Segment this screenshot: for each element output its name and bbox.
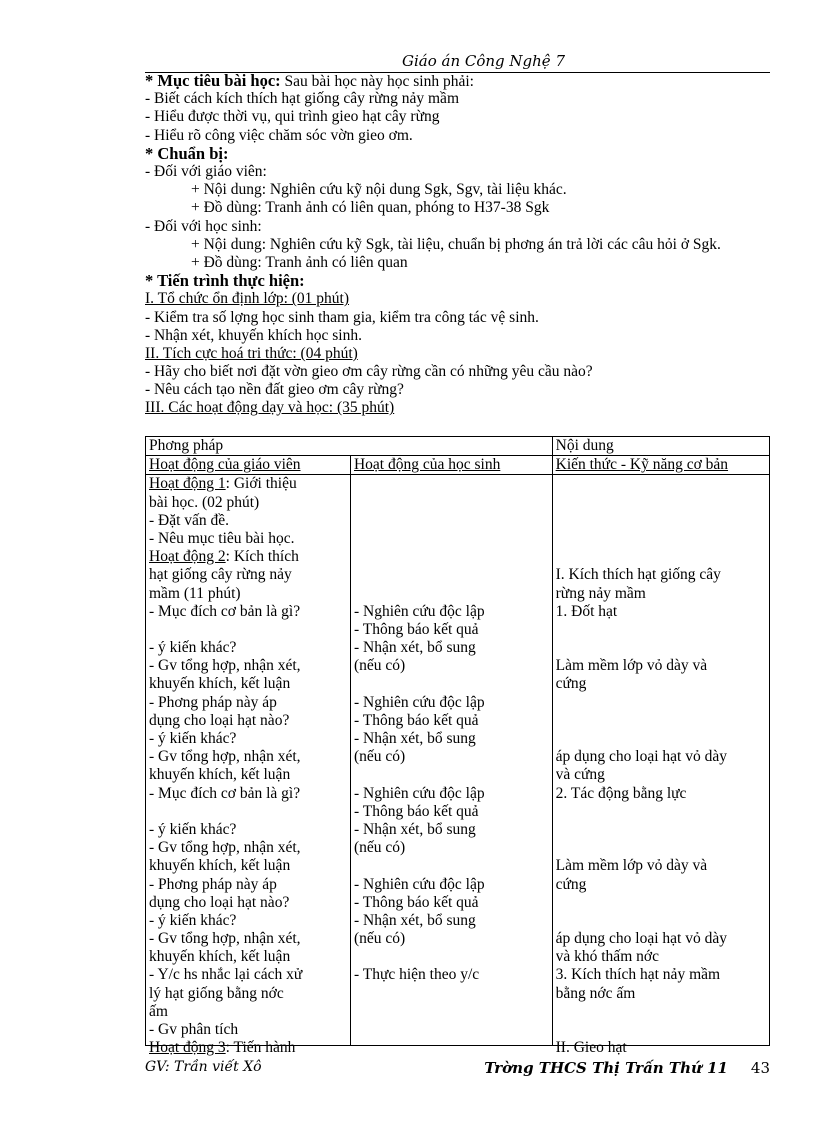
teacher-item: + Nội dung: Nghiên cứu kỹ nội dung Sgk, Sgv, tài liệu khác. [191,181,567,199]
teacher-line: - ý kiến khác? [149,730,237,748]
objective-item: - Hiểu được thời vụ, qui trình gieo hạt cây rừng [145,108,440,126]
page-footer [145,1059,770,1083]
student-line [354,1039,549,1057]
student-line [354,494,549,512]
teacher-line: khuyến khích, kết luận [149,675,291,693]
content-line: I. Kích thích hạt giống cây [555,566,721,584]
teacher-line: dụng cho loại hạt nào? [149,893,290,911]
table-header-row [146,437,770,456]
teacher-line: - ý kiến khác? [149,911,237,929]
teacher-line: lý hạt giống bằng nớc [149,984,284,1002]
content-line [556,1021,766,1039]
teacher-line: Hoạt động 2: Kích thích [149,548,299,566]
student-line: (nếu có) [353,748,406,766]
content-line: bằng nớc ấm [555,984,636,1002]
content-line [556,694,766,712]
content-line [556,712,766,730]
content-line: và cứng [555,766,605,784]
section1-item: - Kiểm tra số lợng học sinh tham gia, kiểm tra công tác vệ sinh. [145,308,539,326]
content-line: cứng [555,675,587,693]
teacher-line: - ý kiến khác? [149,639,237,657]
content-line: Làm mềm lớp vỏ dày và [555,657,708,675]
activity-label: Hoạt động 3 [149,1039,226,1057]
teacher-line: - Gv tổng hợp, nhận xét, [149,657,301,675]
student-line [354,566,549,584]
teacher-line: - ý kiến khác? [149,820,237,838]
content-line: rừng nảy mầm [555,584,646,602]
student-line: - Nhận xét, bổ sung [353,730,476,748]
content-line: II. Gieo hạt [555,1039,627,1057]
student-label: - Đối với học sinh: [145,217,262,235]
lesson-body [145,72,770,418]
teacher-line: khuyến khích, kết luận [149,766,291,784]
teacher-line: dụng cho loại hạt nào? [149,711,290,729]
teacher-line: - Gv tổng hợp, nhận xét, [149,748,301,766]
section3-title: III. Các hoạt động dạy và học: (35 phút) [145,399,395,417]
student-line: - Nghiên cứu độc lập [353,602,485,620]
teacher-label: - Đối với giáo viên: [145,162,267,180]
objective-heading: * Mục tiêu bài học: [145,71,281,90]
student-line: - Thông báo kết quả [353,620,479,638]
table-row [146,475,770,1046]
header-method: Phơng pháp [146,437,553,456]
header-teacher: Hoạt động của giáo viên [146,456,351,475]
objective-item: - Hiểu rõ công việc chăm sóc vờn gieo ơm. [145,126,413,144]
teacher-item: + Đồ dùng: Tranh ảnh có liên quan, phóng to H37-38 Sgk [191,199,550,217]
teacher-line: - Y/c hs nhắc lại cách xử [149,966,303,984]
content-line [556,803,766,821]
objective-intro: Sau bài học này học sinh phải: [280,73,474,90]
content-line [556,548,766,566]
content-line: 3. Kích thích hạt nảy mầm [555,966,721,984]
section2-item: - Nêu cách tạo nền đất gieo ơm cây rừng? [145,381,404,399]
student-line [354,675,549,693]
footer-author: GV: Trần viết Xô [145,1059,262,1075]
teacher-line: - Phơng pháp này áp [149,693,277,711]
section2-title: II. Tích cực hoá tri thức: (04 phút) [145,344,358,362]
header-title: Giáo án Công Nghệ 7 [401,52,565,70]
activity-label: Hoạt động 1 [149,475,226,493]
teacher-line [149,621,347,639]
content-line [556,1003,766,1021]
content-line [556,621,766,639]
content-line [556,894,766,912]
student-line: - Nhận xét, bổ sung [353,820,476,838]
content-line [556,839,766,857]
content-line [556,730,766,748]
objective-item: - Biết cách kích thích hạt giống cây rừng nảy mầm [145,90,459,108]
footer-school: Trờng THCS Thị Trấn Thứ 11 [484,1059,728,1077]
student-line [354,948,549,966]
content-line: 1. Đốt hạt [555,602,618,620]
teacher-line: - Phơng pháp này áp [149,875,277,893]
header-knowledge: Kiến thức - Kỹ năng cơ bản [552,456,769,475]
teacher-line: - Nêu mục tiêu bài học. [149,529,295,547]
student-line [354,857,549,875]
content-line: và khó thấm nớc [555,948,659,966]
student-item: + Đồ dùng: Tranh ảnh có liên quan [191,253,408,271]
student-item: + Nội dung: Nghiên cứu kỹ Sgk, tài liệu, chuẩn bị phơng án trả lời các câu hỏi ở Sgk. [191,235,721,253]
content-line [556,912,766,930]
section1-item: - Nhận xét, khuyến khích học sinh. [145,326,362,344]
student-line: - Nghiên cứu độc lập [353,875,485,893]
student-line [354,475,549,493]
student-line: - Nghiên cứu độc lập [353,693,485,711]
student-line: - Thông báo kết quả [353,802,479,820]
content-line: cứng [555,875,587,893]
section1-title: I. Tổ chức ổn định lớp: (01 phút) [145,290,350,308]
teacher-line: khuyến khích, kết luận [149,948,291,966]
content-line [556,530,766,548]
activity-label: Hoạt động 2 [149,548,226,566]
student-line: (nếu có) [353,930,406,948]
teacher-line [149,803,347,821]
content-line [556,475,766,493]
teacher-line: bài học. (02 phút) [149,493,260,511]
teacher-line: - Mục đích cơ bản là gì? [149,784,301,802]
header-content: Nội dung [552,437,769,456]
content-line [556,494,766,512]
page-header [145,52,770,73]
section2-item: - Hãy cho biết nơi đặt vờn gieo ơm cây rừng cần có những yêu cầu nào? [145,363,593,381]
table-subheader-row [146,456,770,475]
lesson-table [145,436,770,1057]
objective-line [145,72,770,90]
prep-heading: * Chuẩn bị: [145,143,229,163]
teacher-line: - Gv tổng hợp, nhận xét, [149,930,301,948]
student-line [354,985,549,1003]
content-line: áp dụng cho loại hạt vỏ dày [555,930,727,948]
teacher-line: ấm [149,1002,168,1020]
student-line [354,548,549,566]
teacher-line: - Gv tổng hợp, nhận xét, [149,839,301,857]
student-line: - Thông báo kết quả [353,711,479,729]
teacher-line: Hoạt động 1: Giới thiệu [149,475,297,493]
header-student: Hoạt động của học sinh [350,456,552,475]
student-line: - Thực hiện theo y/c [353,966,480,984]
teacher-line: - Mục đích cơ bản là gì? [149,602,301,620]
content-line: Làm mềm lớp vỏ dày và [555,857,708,875]
content-line [556,512,766,530]
content-line [556,639,766,657]
student-line [354,512,549,530]
knowledge-content-column [555,475,766,1057]
student-line: - Thông báo kết quả [353,893,479,911]
student-line [354,1021,549,1039]
student-line: - Nhận xét, bổ sung [353,639,476,657]
student-line [354,1003,549,1021]
student-line [354,766,549,784]
content-line: 2. Tác động bằng lực [555,784,687,802]
teacher-line: khuyến khích, kết luận [149,857,291,875]
page-number: 43 [750,1059,770,1077]
student-line: - Nhận xét, bổ sung [353,911,476,929]
student-activity-column [354,475,549,1045]
student-line [354,585,549,603]
student-line: (nếu có) [353,657,406,675]
teacher-line: - Đặt vấn đề. [149,511,230,529]
student-line: - Nghiên cứu độc lập [353,784,485,802]
content-line [556,821,766,839]
teacher-activity-column [149,475,347,1057]
teacher-line: Hoạt động 3: Tiến hành [149,1039,296,1057]
teacher-line: mầm (11 phút) [149,584,241,602]
content-line: áp dụng cho loại hạt vỏ dày [555,748,727,766]
student-line: (nếu có) [353,839,406,857]
teacher-line: - Gv phân tích [149,1021,239,1039]
student-line [354,530,549,548]
process-heading: * Tiến trình thực hiện: [145,271,305,291]
teacher-line: hạt giống cây rừng nảy [149,566,292,584]
